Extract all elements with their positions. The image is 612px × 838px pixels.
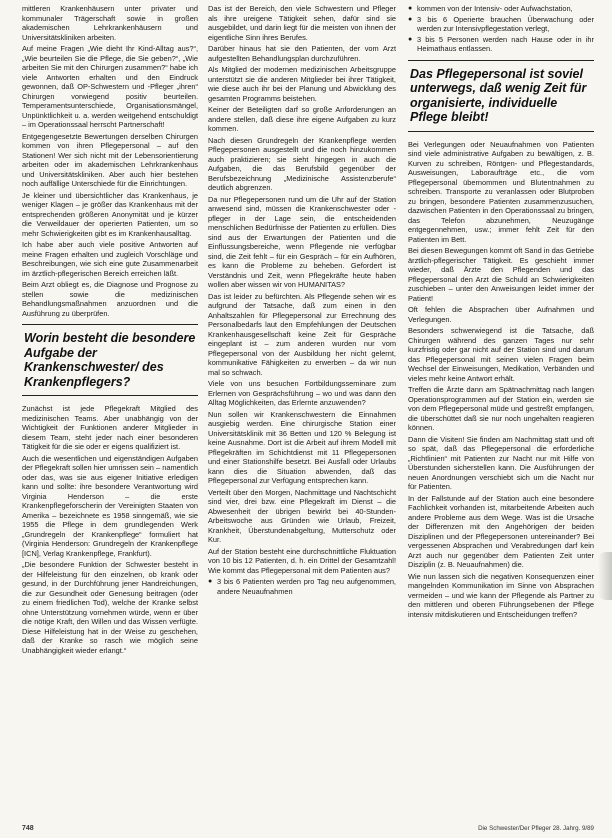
source-citation: Die Schwester/Der Pfleger 28. Jahrg. 9/89 (478, 825, 594, 832)
paragraph: Verteilt über den Morgen, Nachmittage und Nachtschicht sind vier, drei bzw. eine Pflegekraft im Dienst – die Abwesenheit der übrigen bewirkt bei 40-Stunden-Arbeitswoche aus Gründen wie Urlaub, Freizeit, Krankheit, Überstundenabgeltung, Mutterschutz oder Kur. (208, 487, 396, 544)
paragraph: Darüber hinaus hat sie den Patienten, der vom Arzt aufgestellten Behandlungsplan durchzuführen. (208, 44, 396, 63)
paragraph: Das ist leider zu befürchten. Als Pflegende sehen wir es aufgrund der Tatsache, daß zum einen in den Anhaltszahlen für Pflegepersonal zur Errechnung des Personalbedarfs laut den Empfehlungen der Deutschen Krankenhausgesellschaft keine Zeit für Gespräche eingeplant ist – zum anderen wurden nur vom Pflegepersonal von der Ausbildung her nicht gelernt, kommunikative Fähigkeiten zu erwerben – da wir nun mal so schwach. (208, 291, 396, 377)
paragraph: Als Mitglied der modernen medizinischen Arbeitsgruppe unterstützt sie die anderen Mitglieder bei ihrer Tätigkeit, wie diese auch ihr bei der Planung und Abwicklung des gesamten Programms beistehen. (208, 65, 396, 103)
bullet-item: ● kommen von der Intensiv- oder Aufwachstation, (408, 4, 594, 14)
right-paragraphs (408, 140, 594, 620)
bullet-item: ● 3 bis 6 Patienten werden pro Tag neu aufgenommen, andere Neuaufnahmen (208, 577, 396, 596)
paragraph: Entgegengesetzte Bewertungen derselben Chirurgen kommen von ihren Pflegepersonal – auf den Stationen! Wer sich nicht mit der Lebensorientierung arbeiten oder im akademischen Lehrkrankenhaus und Universitätskliniken. Aber auch hier bestehen noch auffällige Unterschiede für die Einrichtungen. (22, 131, 198, 188)
paragraph: Je kleiner und übersichtlicher das Krankenhaus, je weniger Klagen – je größer das Krankenhaus mit der entsprechenden größeren Anonymität und je kürzer die Verweildauer der operierten Patienten, um so mehr Schwierigkeiten gibt es im Krankenhausalltag. (22, 190, 198, 238)
bullet-item: ● 3 bis 5 Personen werden nach Hause oder in ihr Heimathaus entlassen. (408, 35, 594, 54)
paragraph: Ich habe aber auch viele positive Antworten auf meine Fragen erhalten und zugleich Vorschläge und Beschreibungen, wie sich eine gute Zusammenarbeit im ärztlich-pflegerischen Bereich erreichen läßt. (22, 240, 198, 278)
paragraph: Zunächst ist jede Pflegekraft Mitglied des medizinischen Teams. Aber unabhängig von der Wichtigkeit der Funktionen anderer Mitglieder in diesem Team, steht jeder nach einer besonderen Tätigkeit für die sie oder er eigens qualifiziert ist. (22, 404, 198, 451)
section-heading-task: Worin besteht die besondere Aufgabe der Krankenschwester/ des Krankenpflegers? (22, 324, 198, 396)
scan-smudge (598, 552, 612, 600)
bullet-item: ● 3 bis 6 Operierte brauchen Überwachung oder werden zur Intensivpflegestation verlegt, (408, 15, 594, 34)
paragraph: Bei Verlegungen oder Neuaufnahmen von Patienten sind viele administrative Aufgaben zu bewältigen, z. B. Kurven zu schreiben, Röntgen- und Pflegestandards, Ausweisungen, Laboraufträge etc., die vom Pflegepersonal übernommen und Blutentnahmen zu schreiben. Transporte zu veranlassen oder Blutproben zu bringen, besondere Patienten zusammenzusuchen, dazwischen Patienten in den Operationssaal zu bringen, das Telefon abzunehmen, Neuzugänge entgegennehmen, usw.; immer fehlt Zeit für den Patienten im Bett. (408, 139, 594, 244)
paragraph: Bei diesen Bewegungen kommt oft Sand in das Getriebe ärztlich-pflegerischer Tätigkeit. Es geschieht immer wieder, daß Ärzte den Pflegenden und das Pflegepersonal den Arzt die Schuld an Schwierigkeiten zuschieben – unter den Anweisungen leidet immer der Patient! (408, 246, 594, 303)
paragraph: Nach diesen Grundregeln der Krankenpflege werden Pflegepersonen ausgestellt und die noch hinzukommen auch praktizieren; sie sieht hingegen in auch die Aufgaben, die das Berufsbild gegenüber der Berufsbezeichnung „Medizinische Assistenzberufe“ deutlich abgrenzen. (208, 135, 396, 192)
section-heading-time: Das Pflegepersonal ist soviel unterwegs, daß wenig Zeit für organisierte, individuelle Pflege bleibt! (408, 60, 594, 132)
left-column (22, 4, 198, 816)
paragraph: Da nur Pflegepersonen rund um die Uhr auf der Station anwesend sind, müssen die Krankenschwester oder -pfleger in der Lage sein, die entscheidenden menschlichen Bedürfnisse der Patienten zu erfüllen. Dies sind aus der Erwartungen der Patienten und die Einflussungsbereiche, wenn Pflegende nie verfügbar sind, die Zeit fehlt – für ein Gespräch – für ein Aufhören, es kann die Probleme zu beheben. Gefordert ist Verständnis und Zeit, wenn Pflegekräfte heute haben wollen aber wissen wir von HUMANITAS? (208, 194, 396, 289)
paragraph: Auch die wesentlichen und eigenständigen Aufgaben der Pflegekraft sollen hier umrissen sein – namentlich oder das, was sie aus eigener Initiative erledigen kann und sollte: ihre besondere Verantwortung wird Virginia Henderson – die erste Krankenpflegeforscherin der Vereinigten Staaten von Amerika – bezeichnete es 1958 sinngemäß, wie sie 1955 die Pflege in dem grundlegenden Werk „Grundregeln der Krankenpflege“ formuliert hat (Virginia Henderson: Grundregeln der Krankenpflege [ICN], Verlag Krankenpflege, Frankfurt). (22, 453, 198, 558)
paragraph: Viele von uns besuchen Fortbildungsseminare zum Erlernen von Gesprächsführung – wo und was dann den Alltag Möglichkeiten, das Erlernte anzuwenden? (208, 379, 396, 407)
paragraph: Oft fehlen die Absprachen über Aufnahmen und Verlegungen. (408, 305, 594, 324)
paragraph: Treffen die Ärzte dann am Spätnachmittag nach langen Operationsprogrammen auf der Station ein, werden sie von dem Pflegepersonal müde und gestreßt empfangen, die überschüttet daß sie nur noch ungehalten reagieren können. (408, 385, 594, 432)
paragraph: Keiner der Beteiligten darf so große Anforderungen an andere stellen, daß diese ihre eigene Aufgaben zu kurz kommen. (208, 105, 396, 133)
middle-bullets (208, 577, 396, 596)
paragraph: Beim Arzt obliegt es, die Diagnose und Prognose zu stellen sowie die medizinischen Behandlungsmaßnahmen anzuordnen und die Ausführung zu überprüfen. (22, 280, 198, 318)
paragraph: Besonders schwerwiegend ist die Tatsache, daß Chirurgen während des ganzen Tages nur sehr kurzfristig oder gar nicht auf der Station sind und darum das Pflegepersonal mit seinen vielen Fragen beim Wechsel der Einweisungen, Medikation, Verbänden und vieles mehr keine Antwort erhält. (408, 326, 594, 383)
left-paragraphs-2 (22, 404, 198, 655)
left-paragraphs (22, 4, 198, 318)
paragraph: Auf meine Fragen „Wie dieht Ihr Kind-Alltag aus?“, „Wie beurteilen Sie die Pflege, die Sie geben?“, „Wie arbeiten Sie mit den Chirurgen zusammen?“ habe ich viele Antworten erhalten und den Eindruck gewonnen, daß OP-Schwestern und -Pfleger „ihren“ Chirurgen vorwiegend positiv beurteilen. Temperamentsunterschiede, Organisationsmängel, Unpünktlichkeit u. a. werden weitgehend entschuldigt – im Operationssaal herrscht Partnerschaft! (22, 44, 198, 129)
right-column (408, 4, 594, 816)
paragraph: Auf der Station besteht eine durchschnittliche Fluktuation von 10 bis 12 Patienten, d. h. ein Drittel der Gesamtzahl! Wie kommt das Pflegepersonal mit dem Patienten aus? (208, 546, 396, 575)
paragraph: In der Fallstunde auf der Station auch eine besondere Fachlichkeit vorhanden ist, mitarbeitende Arbeiten auch andere Probleme aus dem Wege. Was ist die Ursache der Differenzen mit den Angehörigen der beiden Disziplinen und der Pflegepersonen untereinander? Bei vergessenen Absprachen und Verabredungen darf kein Arzt auch nur gegenüber dem Patienten Zeit unter Disziplin (z. B. Neuaufnahmen) die. (408, 493, 594, 569)
page-number: 748 (22, 825, 34, 832)
right-bullets-top (408, 4, 594, 54)
paragraph: Wie nun lassen sich die negativen Konsequenzen einer mangelnden Kommunikation im Sinne von Absprachen vermeiden – und wie kann der Pflegende als Partner zu den mittleren und oberen Führungsebenen der Pflege intensiv mitdiskutieren und Entscheidungen treffen? (408, 571, 594, 619)
paragraph: Dann die Visiten! Sie finden am Nachmittag statt und oft so spät, daß das Pflegepersonal die erforderliche „Richtlinien“ mit Patienten zur Nacht nur mit Hilfe von Überstunden sicherstellen kann. Die Ausführungen der neuen Anordnungen verschiebt sich um die Nacht nur für Patienten. (408, 434, 594, 491)
paragraph: „Die besondere Funktion der Schwester besteht in der Hilfeleistung für den einzelnen, ob krank oder gesund, in der Durchführung jener Handreichungen, die zur Gesundheit oder Genesung beitragen (oder zu einem friedlichen Tod), welche der Kranke selbst ohne Unterstützung vornehmen würde, wenn er über die nötige Kraft, den Willen und das Wissen verfügte. Diese Hilfeleistung hat in der Weise zu geschehen, daß der Kranke so rasch wie möglich seine Unabhängigkeit wieder erlangt.“ (22, 560, 198, 655)
paragraph: Nun sollen wir Krankenschwestern die Einnahmen ausgiebig werden. Eine chirurgische Station einer Universitätsklinik mit 36 Betten und 120 % Belegung ist keine Ausnahme. Dort ist die Arbeit auf ihrem Modell mit Pflegekräften im Schichtdienst mit 11 Pflegepersonen und einer Stationshilfe besetzt. Bei Ausfall oder Urlaubs kann dies die Situation abwenden, daß das Pflegepersonal zur Verfügung entsprechen kann. (208, 409, 396, 485)
paragraph: mittleren Krankenhäusern unter privater und kommunaler Trägerschaft sowie in großen akademischen Lehrkrankenhäusern und Universitätskliniken arbeiten. (22, 4, 198, 42)
paragraph: Das ist der Bereich, den viele Schwestern und Pfleger als ihre ureigene Tätigkeit sehen, dafür sind sie ausgebildet, und darin liegt für die meisten von ihnen der eigentliche Sinn ihres Berufes. (208, 4, 396, 42)
middle-paragraphs (208, 4, 396, 575)
middle-column (208, 4, 396, 816)
